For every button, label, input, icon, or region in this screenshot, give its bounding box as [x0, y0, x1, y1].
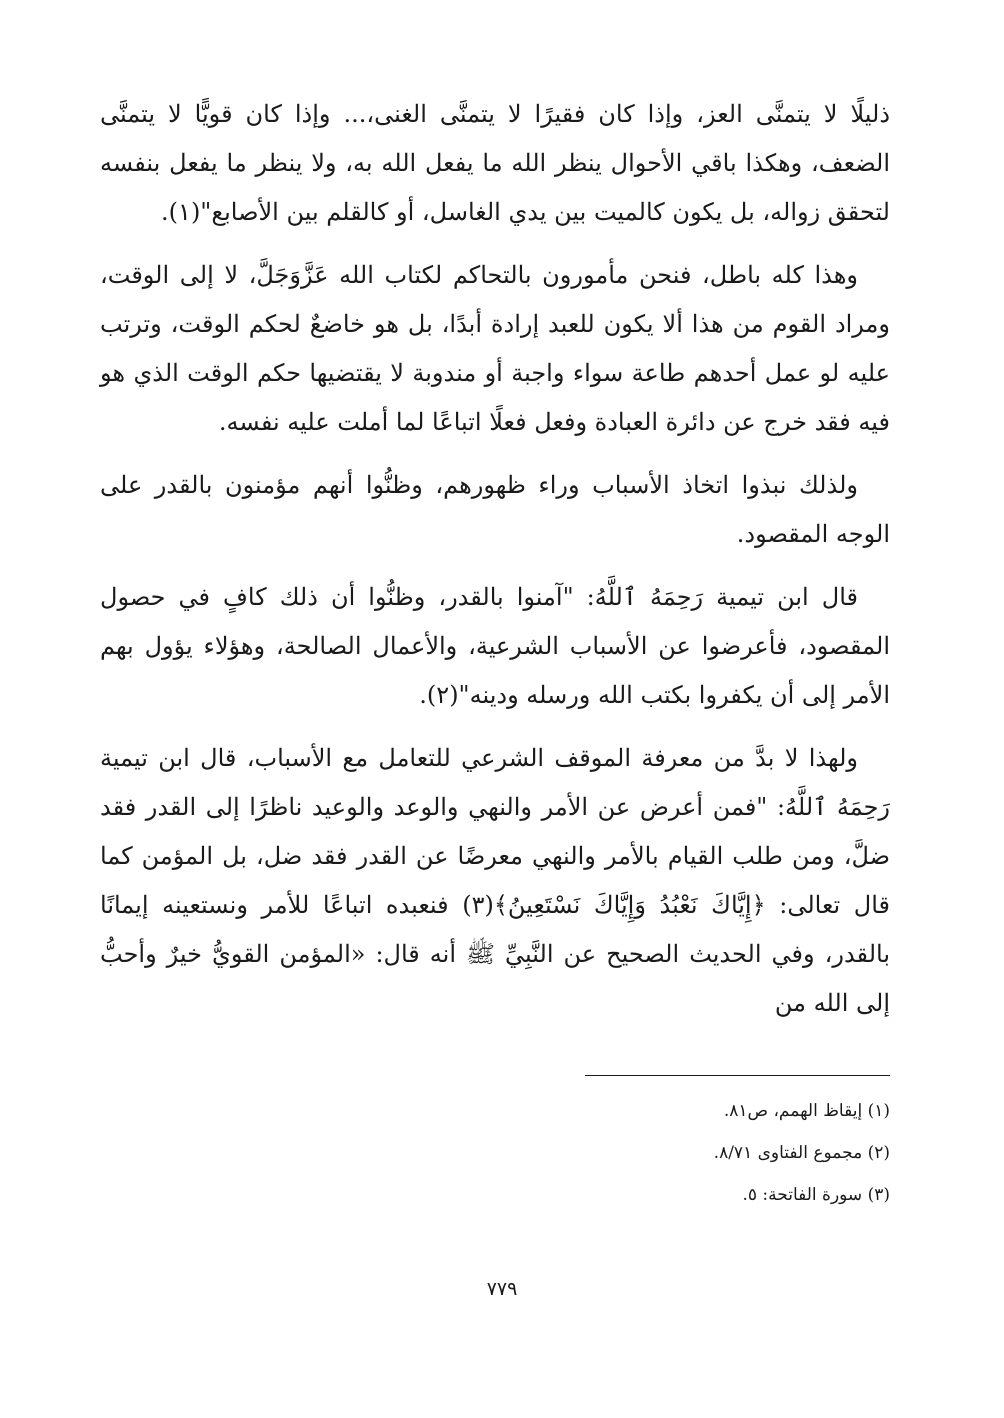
paragraph-1: ذليلًا لا يتمنَّى العز، وإذا كان فقيرًا لا يتمنَّى الغنى،... وإذا كان قويًّا لا يتمنَّى الضعف، وهكذا باقي الأحوال ينظر الله ما يفعل الله به، ولا ينظر ما يفعل بنفسه لتحقق زواله، بل يكون كالميت بين يدي الغاسل، أو كالقلم بين الأصابع"(١).: [100, 100, 890, 226]
paragraph-5: ولهذا لا بدَّ من معرفة الموقف الشرعي للتعامل مع الأسباب، قال ابن تيمية رَحِمَهُ ٱللَّهُ: "فمن أعرض عن الأمر والنهي والوعد والوعيد ناظرًا إلى القدر فقد ضلَّ، ومن طلب القيام بالأمر والنهي معرضًا عن القدر فقد ضل، بل المؤمن كما قال تعالى: ﴿إِيَّاكَ نَعْبُدُ وَإِيَّاكَ نَسْتَعِينُ﴾(٣) فنعبده اتباعًا للأمر ونستعينه إيمانًا بالقدر، وفي الحديث الصحيح عن النَّبِيِّ ﷺ أنه قال: «المؤمن القويُّ خيرٌ وأحبُّ إلى الله من: [100, 744, 890, 1017]
footnote-separator: [585, 1075, 890, 1076]
footnote-3: (٣) سورة الفاتحة: ٥.: [742, 1185, 890, 1205]
paragraph-3: ولذلك نبذوا اتخاذ الأسباب وراء ظهورهم، وظنُّوا أنهم مؤمنون بالقدر على الوجه المقصود.: [100, 471, 890, 548]
main-text: [100, 90, 890, 1042]
page-number: ٧٧٩: [486, 1278, 518, 1300]
footnote-2: (٢) مجموع الفتاوى ٨/٧١.: [713, 1143, 890, 1163]
paragraph-4: قال ابن تيمية رَحِمَهُ ٱللَّهُ: "آمنوا بالقدر، وظنُّوا أن ذلك كافٍ في حصول المقصود، فأعرضوا عن الأسباب الشرعية، والأعمال الصالحة، وهؤلاء يؤول بهم الأمر إلى أن يكفروا بكتب الله ورسله ودينه"(٢).: [100, 583, 890, 709]
paragraph-2: وهذا كله باطل، فنحن مأمورون بالتحاكم لكتاب الله عَزَّوَجَلَّ، لا إلى الوقت، ومراد القوم من هذا ألا يكون للعبد إرادة أبدًا، بل هو خاضعٌ لحكم الوقت، وترتب عليه لو عمل أحدهم طاعة سواء واجبة أو مندوبة لا يقتضيها حكم الوقت الذي هو فيه فقد خرج عن دائرة العبادة وفعل فعلًا اتباعًا لما أملت عليه نفسه.: [100, 261, 890, 436]
footnote-1: (١) إيقاظ الهمم، ص٨١.: [723, 1101, 890, 1121]
footnotes: [100, 1075, 890, 1216]
